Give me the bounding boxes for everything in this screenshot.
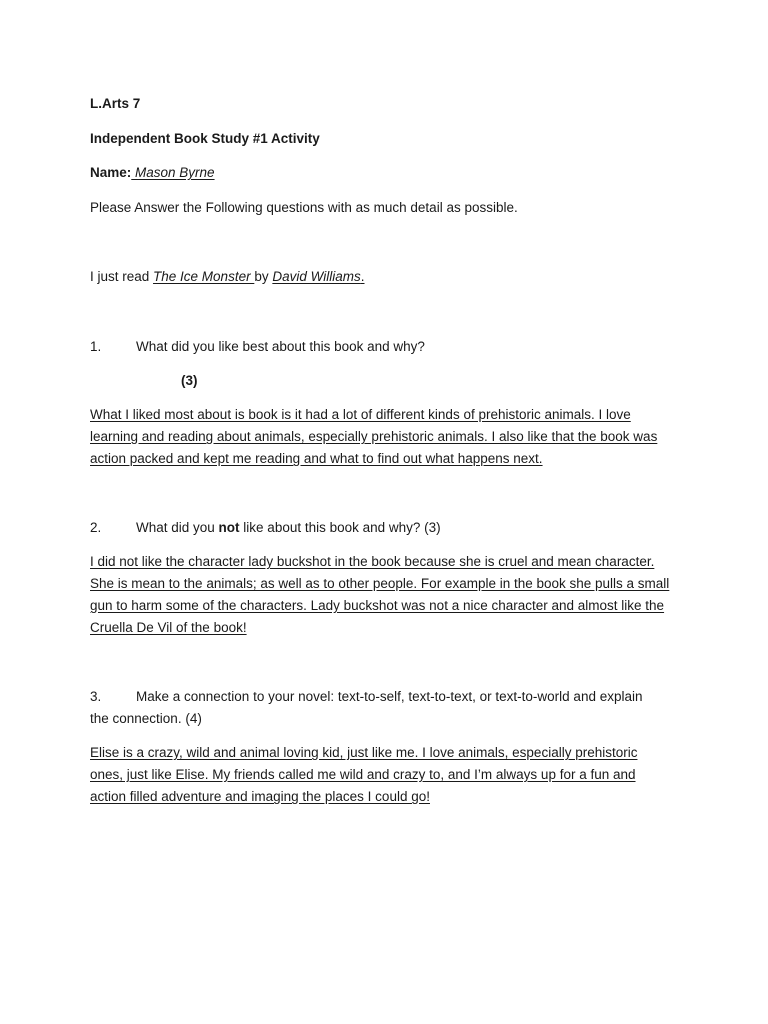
answer-3-line: ones, just like Elise. My friends called me wild and crazy to, and I’m always up for a fun and xyxy=(90,767,636,782)
book-author: David Williams xyxy=(272,269,361,284)
answer-3 xyxy=(90,742,690,808)
question-2-text-before: What did you xyxy=(136,520,219,535)
answer-2-line: She is mean to the animals; as well as to other people. For example in the book she pulls a small xyxy=(90,576,670,591)
activity-title: Independent Book Study #1 Activity xyxy=(90,131,320,146)
answer-1 xyxy=(90,404,690,470)
instructions-text: Please Answer the Following questions with as much detail as possible. xyxy=(90,200,518,215)
question-2-number: 2. xyxy=(90,520,102,535)
reading-prefix: I just read xyxy=(90,269,154,284)
answer-3-line: Elise is a crazy, wild and animal loving kid, just like me. I love animals, especially prehistoric xyxy=(90,745,638,760)
answer-1-line: action packed and kept me reading and what to find out what happens next. xyxy=(90,451,543,466)
student-name-row xyxy=(90,165,215,180)
reading-by: by xyxy=(254,269,273,284)
answer-3-line: action filled adventure and imaging the places I could go! xyxy=(90,789,430,804)
answer-1-line: learning and reading about animals, especially prehistoric animals. I also like that the book was xyxy=(90,429,658,444)
name-label: Name: xyxy=(90,165,132,180)
question-3-number: 3. xyxy=(90,689,102,704)
student-name-value: Mason Byrne xyxy=(131,165,215,180)
question-2 xyxy=(90,520,441,535)
question-3-text-line2: the connection. (4) xyxy=(90,711,202,726)
answer-2-line: I did not like the character lady buckshot in the book because she is cruel and mean character. xyxy=(90,554,655,569)
course-label: L.Arts 7 xyxy=(90,96,141,111)
question-1-number: 1. xyxy=(90,339,102,354)
answer-2-line: gun to harm some of the characters. Lady buckshot was not a nice character and almost like the xyxy=(90,598,665,613)
question-3-text-line1: Make a connection to your novel: text-to-self, text-to-text, or text-to-world and explain xyxy=(136,689,643,704)
question-1-text: What did you like best about this book and why? xyxy=(136,339,425,354)
question-2-text-after: like about this book and why? (3) xyxy=(239,520,441,535)
question-2-text-bold: not xyxy=(218,520,240,535)
worksheet-page xyxy=(90,0,690,1024)
reading-suffix: . xyxy=(360,269,365,284)
answer-2 xyxy=(90,551,690,639)
reading-statement xyxy=(90,269,365,284)
book-title: The Ice Monster xyxy=(153,269,255,284)
answer-1-line: What I liked most about is book is it had a lot of different kinds of prehistoric animals. I love xyxy=(90,407,631,422)
question-1 xyxy=(90,339,425,354)
question-3 xyxy=(90,689,643,704)
answer-2-line: Cruella De Vil of the book! xyxy=(90,620,247,635)
question-1-points: (3) xyxy=(181,373,198,388)
